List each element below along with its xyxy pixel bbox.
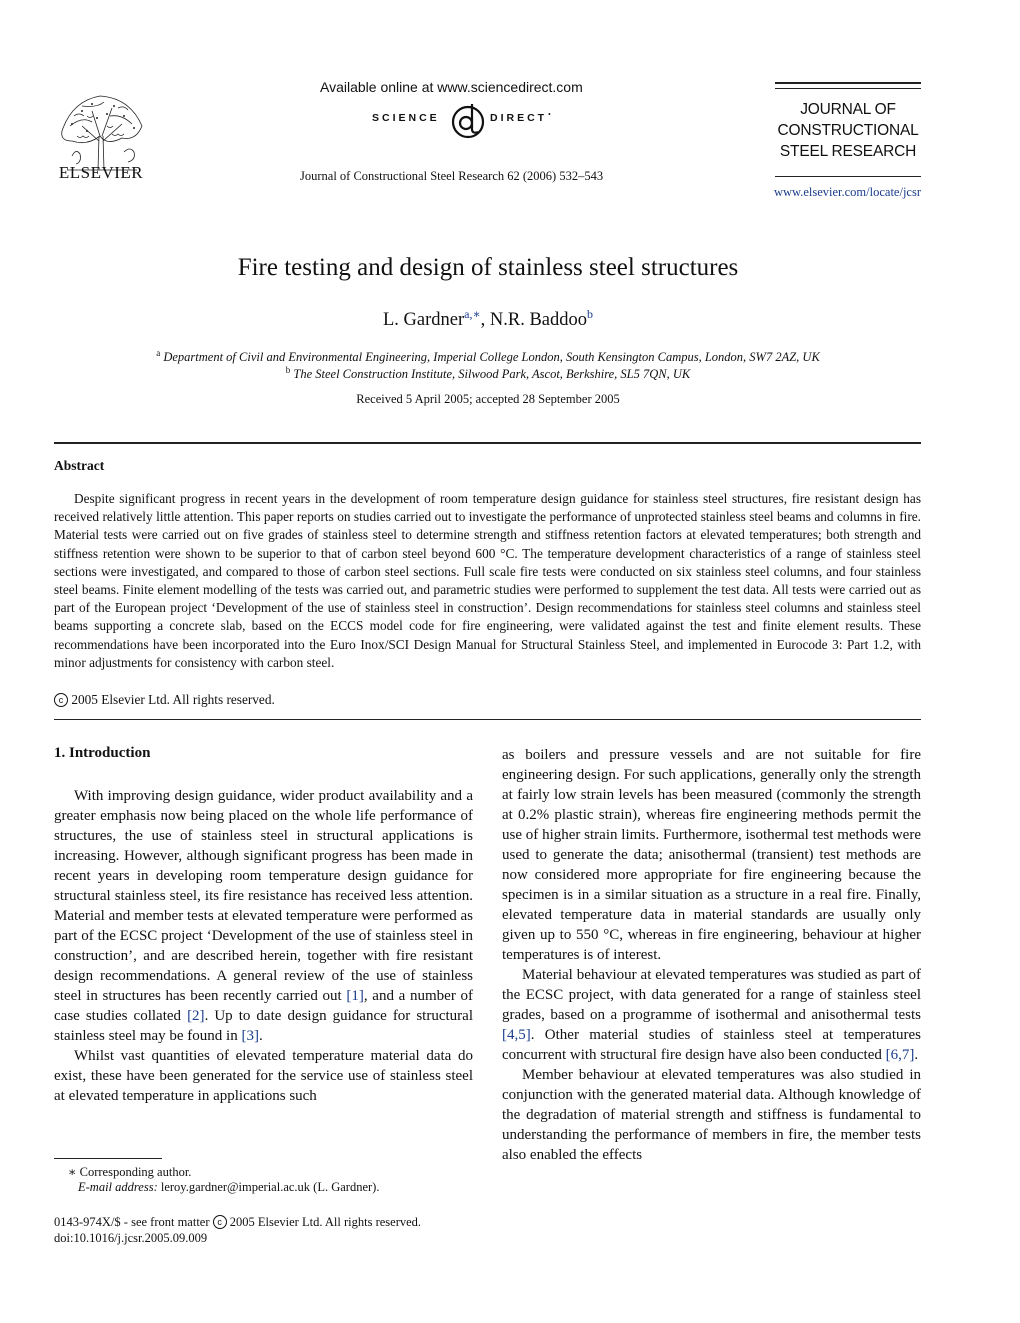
journal-box-rule-top	[775, 82, 921, 84]
column-left	[54, 786, 473, 1106]
doi-line[interactable]: doi:10.1016/j.jcsr.2005.09.009	[54, 1231, 208, 1245]
ref-link-6-7[interactable]: [6,7]	[885, 1047, 915, 1063]
affiliation-b-text: The Steel Construction Institute, Silwood Park, Ascot, Berkshire, SL5 7QN, UK	[293, 367, 691, 382]
abstract-heading: Abstract	[54, 458, 105, 473]
footnote-email	[78, 1180, 379, 1195]
intro-paragraph-4: Member behaviour at elevated temperatures was also studied in conjunction with the generated material data. Although knowledge of the degradation of material strength and stiffness is fundamental to understanding the performance of members in fire, the member tests also enabled the effects	[502, 1067, 921, 1163]
intro-paragraph-2-cont: as boilers and pressure vessels and are not suitable for fire engineering design. For such applications, generally only the strength at fairly low strain levels has been measured (commonly the strength at 0.2% plastic strain), whereas fire engineering methods permit the use of higher strain limits. Furthermore, isothermal test methods were used to generate the data; anisothermal (transient) test methods are now considered more appropriate for fire engineering because the specimen is in a similar situation as a structure in a real fire. Finally, elevated temperature data in material standards are usually only given up to 550 °C, whereas in fire engineering, behaviour at higher temperatures is of interest.	[502, 747, 921, 963]
affiliation-b	[0, 365, 976, 382]
journal-reference: Journal of Constructional Steel Research 62 (2006) 532–543	[300, 169, 604, 183]
column-right	[502, 745, 921, 1165]
received-dates: Received 5 April 2005; accepted 28 September 2005	[356, 392, 620, 406]
affiliation-a-mark: a	[156, 348, 161, 358]
footnote-mark: ∗	[68, 1165, 77, 1179]
available-online-text[interactable]: Available online at www.sciencedirect.com	[320, 79, 583, 95]
journal-box-rule-top-thin	[775, 88, 921, 89]
affiliation-b-mark: b	[285, 365, 291, 375]
ref-link-4-5[interactable]: [4,5]	[502, 1027, 531, 1043]
sciencedirect-logo	[370, 100, 560, 140]
affiliation-a-text: Department of Civil and Environmental Engineering, Imperial College London, South Kensington Campus, London, SW7 2AZ, UK	[163, 350, 820, 365]
ref-link-1[interactable]: [1]	[346, 988, 364, 1004]
intro-paragraph-1: With improving design guidance, wider product availability and a greater emphasis now being placed on the whole life performance of structures, the use of stainless steel in structural applications is increasing. However, although significant progress has been made in recent years in developing room temperature design guidance for structural stainless steel, its fire resistance has received less attention. Material and member tests at elevated temperature were performed as part of the ECSC project ‘Development of the use of stainless steel in construction’, and are described herein, together with fire resistant design recommendations. A general review of the use of stainless steel in structures has been recently carried out [1], and a number of case studies collated [2]. Up to date design guidance for structural stainless steel may be found in [3].	[54, 788, 473, 1044]
copyright-icon: c	[54, 693, 68, 707]
author-2-affil-mark[interactable]: b	[587, 307, 593, 321]
journal-box-title	[770, 99, 926, 162]
email-label: E-mail address:	[78, 1180, 158, 1194]
ref-link-2[interactable]: [2]	[187, 1008, 205, 1024]
journal-box-line3: STEEL RESEARCH	[779, 143, 917, 160]
abstract-body: Despite significant progress in recent years in the development of room temperature design guidance for stainless steel structures, fire resistant design has received relatively little attention. This paper reports on studies carried out to investigate the performance of unprotected stainless steel beams and columns in fire. Material tests were carried out on five grades of stainless steel to determine strength and stiffness retention factors at elevated temperatures; both strength and stiffness retention were shown to be superior to that of carbon steel beyond 600 °C. The temperature development characteristics of a range of stainless steel sections were investigated, and compared to those of carbon steel sections. Full scale fire tests were conducted on six stainless steel columns, and four stainless steel beams. Finite element modelling of the tests was carried out, and parametric studies were performed to supplement the test data. All tests were carried out as part of the European project ‘Development of the use of stainless steel in construction’. Design recommendations for stainless steel columns and stainless steel beams supporting a concrete slab, based on the ECCS model code for fire engineering, were validated against the test and finite element results. These recommendations have been incorporated into the Euro Inox/SCI Design Manual for Structural Stainless Steel, and implemented in Eurocode 3: Part 1.2, with minor adjustments for consistency with carbon steel.	[54, 491, 921, 670]
abstract-rule-top	[54, 442, 921, 444]
ref-link-3[interactable]: [3]	[241, 1028, 259, 1044]
sd-registered-mark: •	[548, 110, 551, 119]
sd-at-icon	[448, 100, 488, 140]
journal-box-line1: JOURNAL OF	[800, 101, 896, 118]
author-list	[0, 307, 976, 331]
publisher-name: ELSEVIER	[58, 163, 144, 182]
journal-box-line2: CONSTRUCTIONAL	[777, 122, 919, 139]
intro-paragraph-3: Material behaviour at elevated temperatures was studied as part of the ECSC project, with data generated for a range of stainless steel grades, based on a programme of isothermal and anisothermal tests [4,5]. Other material studies of stainless steel at temperatures concurrent with structural fire design have also been conducted [6,7].	[502, 967, 921, 1063]
intro-paragraph-2: Whilst vast quantities of elevated temperature material data do exist, these have been generated for the service use of stainless steel at elevated temperature in applications such	[54, 1048, 473, 1104]
section-heading-introduction: 1. Introduction	[54, 745, 151, 761]
sd-left-word: SCIENCE	[372, 112, 440, 124]
journal-box-rule-bottom	[775, 176, 921, 177]
email-address[interactable]: leroy.gardner@imperial.ac.uk (L. Gardner).	[157, 1180, 380, 1194]
author-1-affil-mark[interactable]: a,∗	[464, 307, 481, 321]
footnote-rule	[54, 1158, 162, 1159]
footnote-corresponding: ∗ Corresponding author.	[68, 1165, 192, 1179]
copyright-icon-footer: c	[213, 1215, 227, 1229]
author-2: N.R. Baddoo	[489, 310, 587, 331]
journal-url-link[interactable]: www.elsevier.com/locate/jcsr	[773, 185, 921, 199]
abstract-copyright	[54, 692, 275, 708]
abstract-rule-bottom	[54, 719, 921, 720]
paper-title: Fire testing and design of stainless steel structures	[237, 254, 739, 281]
author-separator: ,	[480, 310, 490, 331]
abstract-copyright-text: 2005 Elsevier Ltd. All rights reserved.	[68, 692, 275, 707]
sd-right-word: DIRECT	[490, 112, 548, 124]
author-1: L. Gardner	[382, 310, 465, 331]
issn-line: 0143-974X/$ - see front matter c 2005 Elsevier Ltd. All rights reserved.	[54, 1215, 422, 1229]
affiliation-a	[0, 348, 976, 365]
